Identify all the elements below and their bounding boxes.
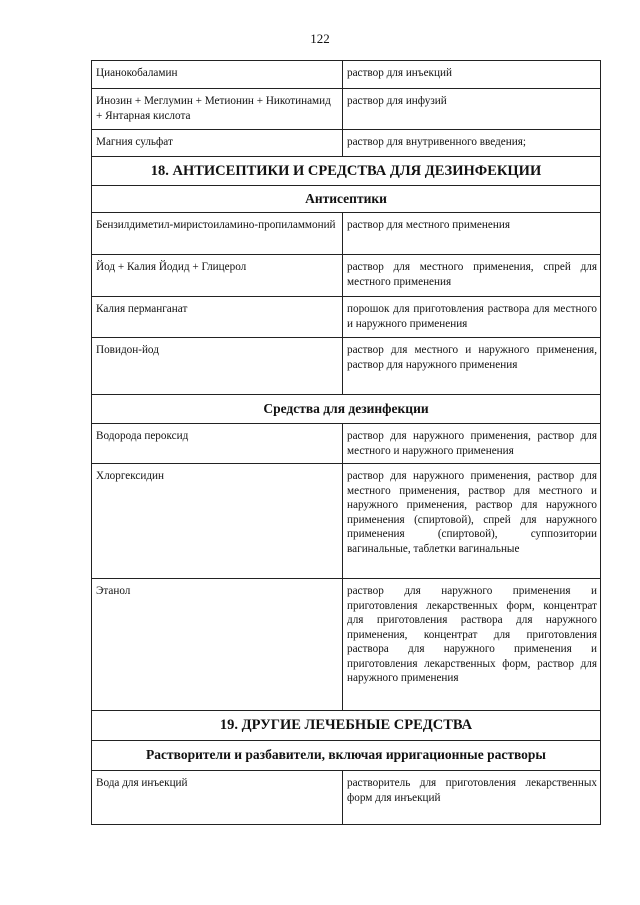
dosage-form: порошок для приготовления раствора для местного и наружного применения [343, 297, 601, 338]
table-row [92, 771, 601, 825]
table-row [92, 579, 601, 711]
table-row [92, 424, 601, 464]
dosage-form: раствор для инъекций [343, 61, 601, 89]
subsection-header-row [92, 741, 601, 771]
dosage-form: раствор для местного применения [343, 213, 601, 255]
subsection-title: Растворители и разбавители, включая ирригационные растворы [92, 741, 601, 771]
medicines-table [91, 60, 601, 825]
table-row [92, 61, 601, 89]
table-row [92, 297, 601, 338]
dosage-form: раствор для местного и наружного применения, раствор для наружного применения [343, 338, 601, 395]
drug-name: Хлоргексидин [92, 464, 343, 579]
subsection-header-row [92, 395, 601, 424]
table-row [92, 89, 601, 130]
table-row [92, 255, 601, 297]
subsection-title: Средства для дезинфекции [92, 395, 601, 424]
drug-name: Этанол [92, 579, 343, 711]
dosage-form: раствор для наружного применения, раствор для местного и наружного применения [343, 424, 601, 464]
dosage-form: раствор для местного применения, спрей для местного применения [343, 255, 601, 297]
section-header-row [92, 711, 601, 741]
subsection-title: Антисептики [92, 186, 601, 213]
drug-name: Йод + Калия Йодид + Глицерол [92, 255, 343, 297]
subsection-header-row [92, 186, 601, 213]
drug-name: Инозин + Меглумин + Метионин + Никотинамид + Янтарная кислота [92, 89, 343, 130]
drug-name: Бензилдиметил-миристоиламино-пропиламмоний [92, 213, 343, 255]
table-row [92, 338, 601, 395]
section-title: 18. АНТИСЕПТИКИ И СРЕДСТВА ДЛЯ ДЕЗИНФЕКЦИИ [92, 157, 601, 186]
dosage-form: раствор для внутривенного введения; [343, 130, 601, 157]
dosage-form: раствор для инфузий [343, 89, 601, 130]
drug-name: Вода для инъекций [92, 771, 343, 825]
drug-name: Калия перманганат [92, 297, 343, 338]
table-row [92, 213, 601, 255]
drug-name: Водорода пероксид [92, 424, 343, 464]
page-number: 122 [310, 31, 330, 46]
section-header-row [92, 157, 601, 186]
table-row [92, 130, 601, 157]
dosage-form: растворитель для приготовления лекарственных форм для инъекций [343, 771, 601, 825]
drug-name: Повидон-йод [92, 338, 343, 395]
drug-name: Магния сульфат [92, 130, 343, 157]
dosage-form: раствор для наружного применения и приготовления лекарственных форм, концентрат для приготовления раствора для наружного применения, концентрат для приготовления раствора для наружного применения и приготовления лекарственных форм, раствор для наружного применения [343, 579, 601, 711]
table-row [92, 464, 601, 579]
drug-name: Цианокобаламин [92, 61, 343, 89]
dosage-form: раствор для наружного применения, раствор для местного применения, раствор для местного и наружного применения, раствор для наружного применения (спиртовой), спрей для наружного применения (спиртовой), суппозитории вагинальные, таблетки вагинальные [343, 464, 601, 579]
section-title: 19. ДРУГИЕ ЛЕЧЕБНЫЕ СРЕДСТВА [92, 711, 601, 741]
